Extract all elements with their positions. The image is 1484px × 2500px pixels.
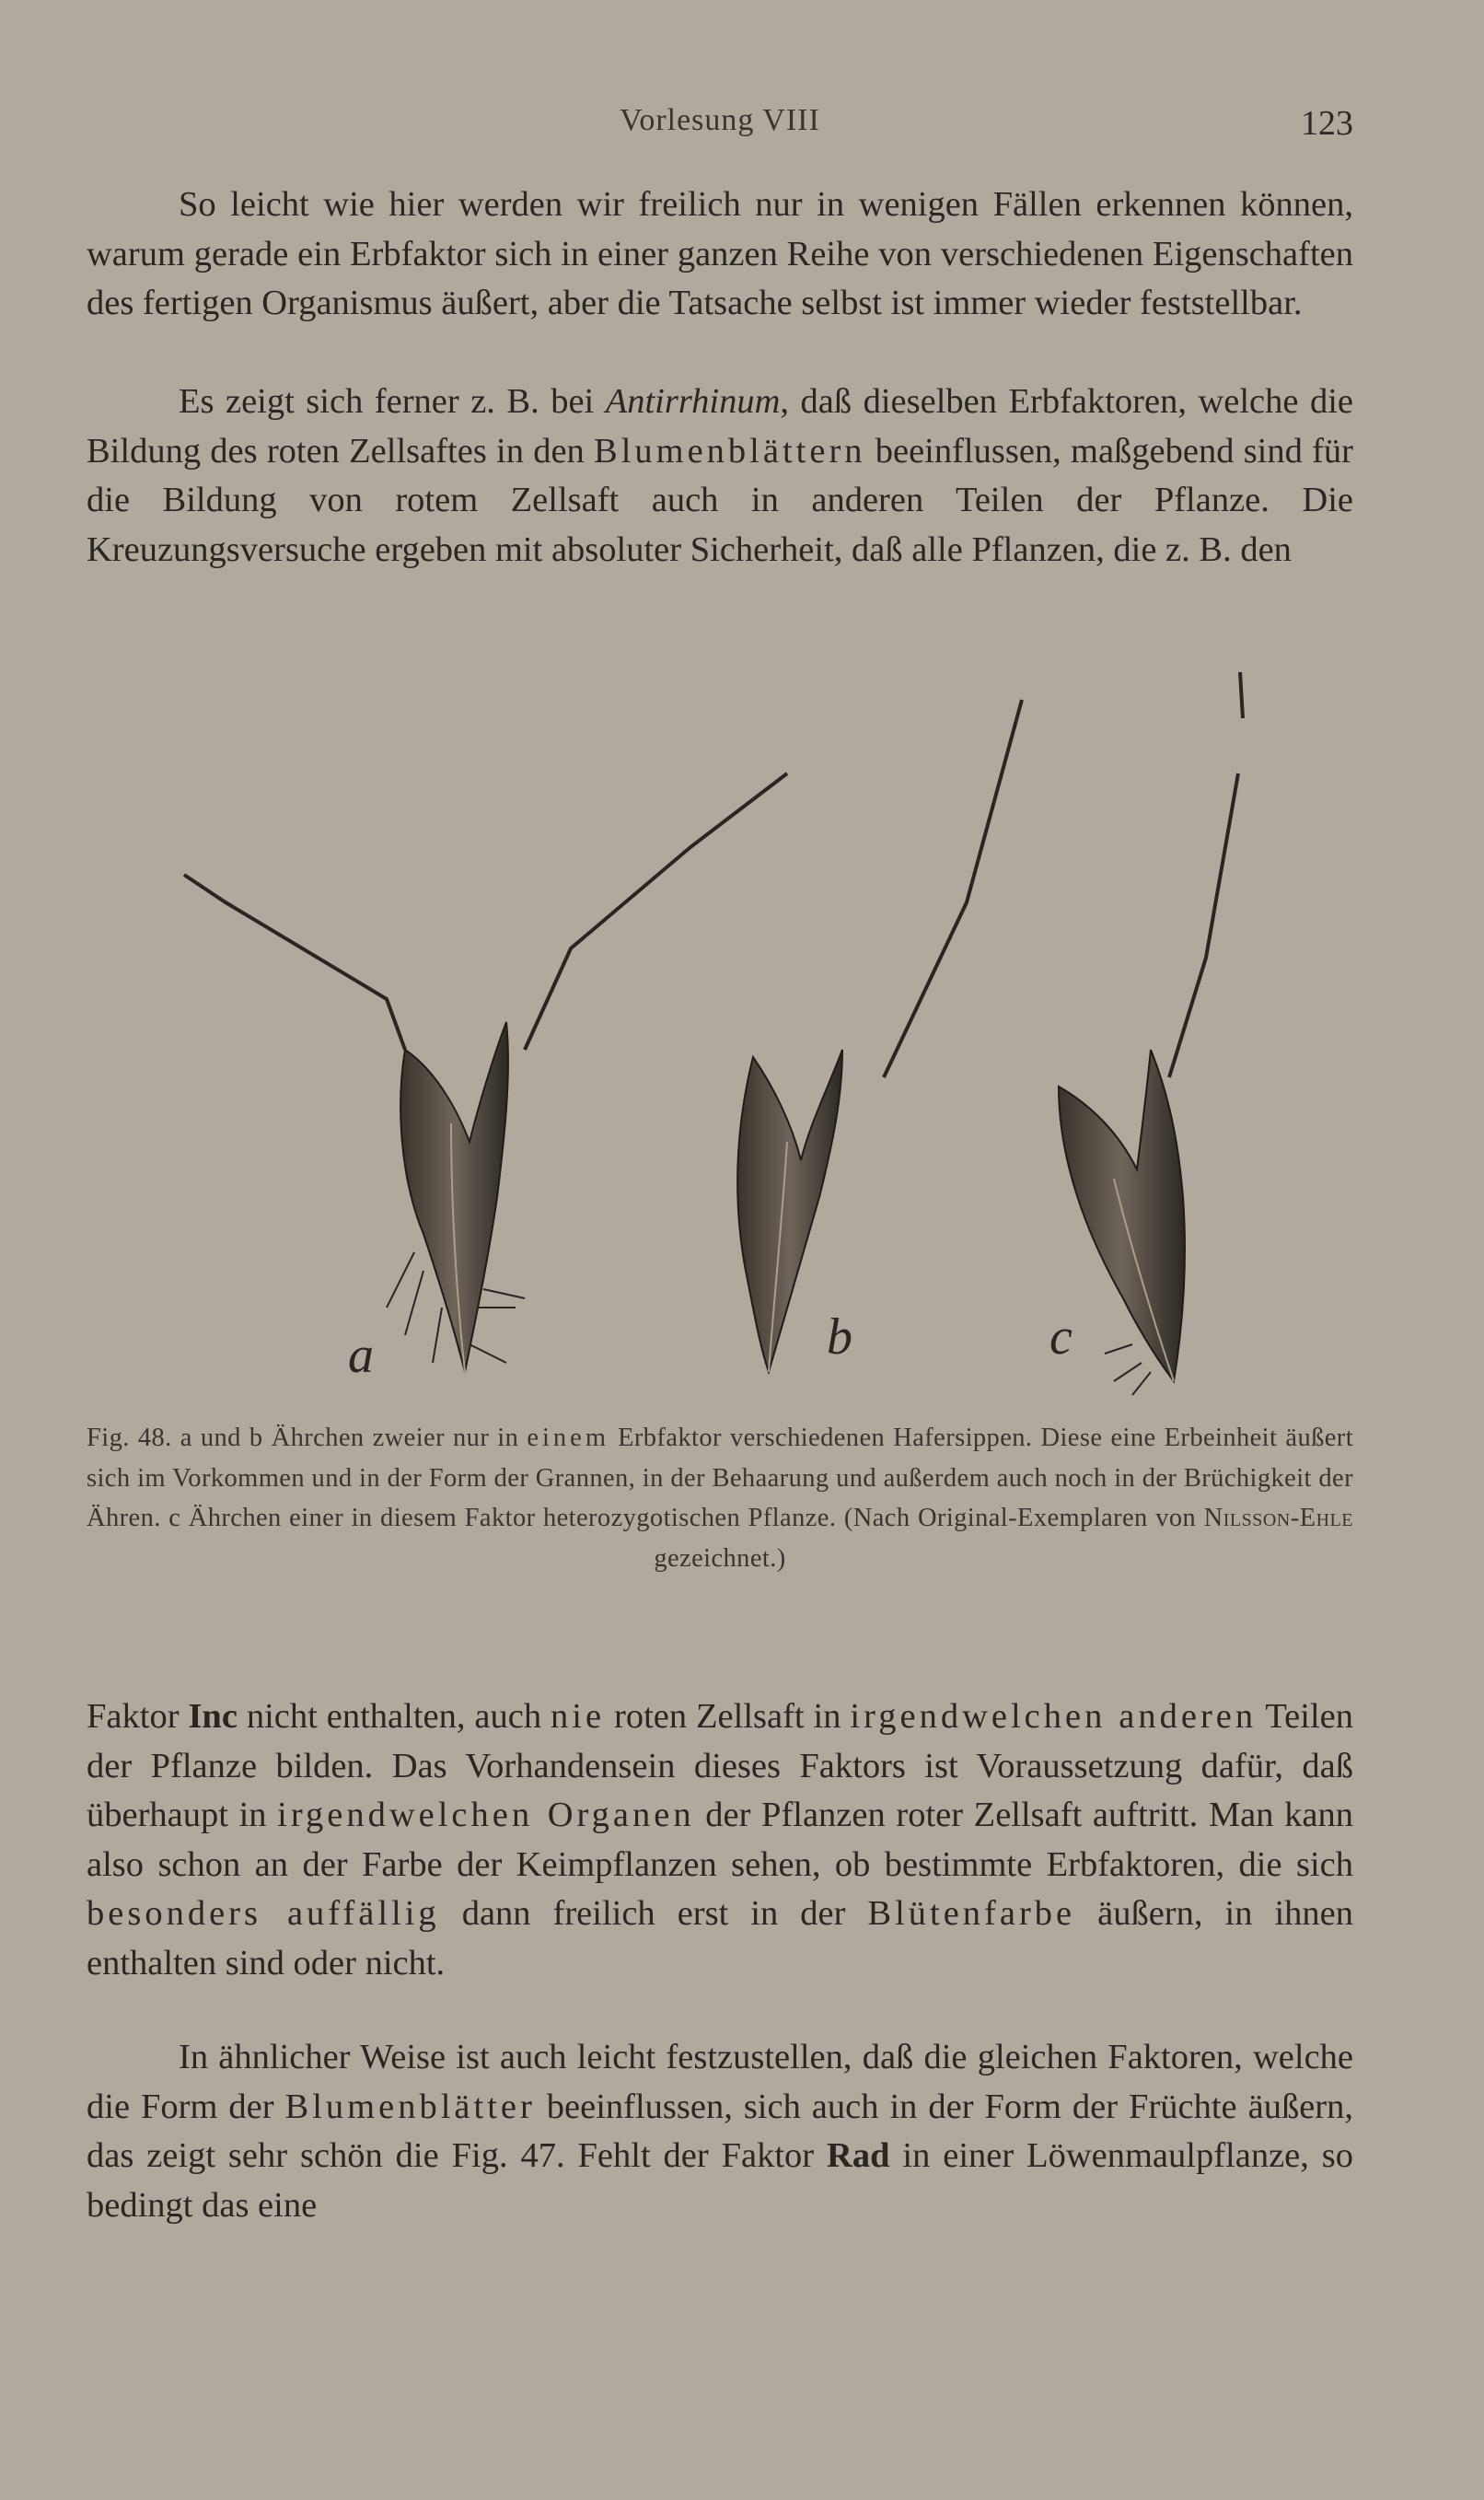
figure-48	[138, 663, 1362, 1400]
figure-label-a: a	[348, 1327, 374, 1384]
paragraph-4	[87, 2033, 1353, 2230]
spaced-bluetenfarbe: Blütenfarbe	[867, 1894, 1076, 1933]
term-inc: Inc	[188, 1697, 238, 1736]
paragraph-3-part7: äußern, in ihnen enthalten sind oder nicht.	[87, 1894, 1353, 1983]
paragraph-3-part1: Faktor	[87, 1697, 189, 1736]
running-head	[87, 103, 1353, 149]
oat-spikelets-illustration	[138, 663, 1362, 1400]
paragraph-2-part2: , daß dieselben Erbfaktoren, welche die Bildung des roten Zellsaftes in den	[87, 382, 1353, 471]
spikelet-b	[737, 700, 1022, 1372]
paragraph-3-part3: roten Zellsaft in	[605, 1697, 851, 1736]
paragraph-4-part2: beeinflussen, sich auch in der Form der Früchte äußern, das zeigt sehr schön die Fig. 47. Fehlt der Faktor	[87, 2087, 1353, 2175]
paragraph-3-part6: dann freilich erst in der	[439, 1894, 868, 1933]
spaced-irgendwelchen-organen: irgendwelchen Organen	[277, 1796, 695, 1834]
figure-caption	[87, 1418, 1353, 1578]
spaced-blumenblaetter: Blumenblätter	[284, 2087, 536, 2126]
term-antirrhinum: Antirrhinum	[605, 382, 781, 421]
spaced-blumenblaettern: Blumenblättern	[594, 431, 866, 471]
paragraph-2	[87, 378, 1353, 575]
term-rad: Rad	[827, 2136, 890, 2175]
paragraph-3-part2: nicht enthalten, auch	[237, 1697, 551, 1736]
paragraph-4-part3: in einer Löwenmaulpflanze, so bedingt das eine	[87, 2136, 1354, 2225]
caption-author: Nilsson-Ehle	[1203, 1504, 1353, 1532]
caption-spaced-einem: einem	[527, 1424, 609, 1452]
figure-label-b: b	[827, 1308, 852, 1366]
figure-label-c: c	[1049, 1308, 1072, 1366]
spaced-besonders-auffaellig: besonders auffällig	[87, 1894, 440, 1933]
spaced-irgendwelchen-anderen: irgendwelchen anderen	[850, 1697, 1258, 1736]
page-number: 123	[1301, 104, 1353, 143]
running-title: Vorlesung VIII	[620, 103, 820, 137]
paragraph-3-part4: Teilen der Pflanze bilden. Das Vorhandensein dieses Faktors ist Voraussetzung dafür, daß überhaupt in	[87, 1697, 1353, 1834]
figure-ref: Fig. 48.	[87, 1424, 172, 1452]
paragraph-3	[87, 1692, 1353, 1988]
spikelet-c	[1059, 672, 1243, 1395]
caption-part1: a und b Ährchen zweier nur in	[171, 1424, 528, 1452]
paragraph-2-part3: beeinflussen, maßgebend sind für die Bildung von rotem Zellsaft auch in anderen Teilen der Pflanze. Die Kreuzungsversuche ergeben mit absoluter Sicherheit, daß alle Pflanzen, die z. B. den	[87, 431, 1353, 569]
caption-part2: Erbfaktor verschiedenen Hafersippen. Diese eine Erbeinheit äußert sich im Vorkommen und in der Form der Grannen, in der Behaarung und außerdem auch noch in der Brüchigkeit der Ähren. c Ährchen einer in diesem Faktor heterozygotischen Pflanze. (Nach Original-Exemplaren von	[87, 1424, 1354, 1532]
spaced-nie: nie	[551, 1697, 606, 1736]
paragraph-4-part1: In ähnlicher Weise ist auch leicht festzustellen, daß die gleichen Faktoren, welche die Form der	[87, 2038, 1353, 2126]
caption-part3: gezeichnet.)	[654, 1543, 786, 1573]
spikelet-a	[184, 773, 787, 1372]
paragraph-2-part1: Es zeigt sich ferner z. B. bei	[179, 382, 606, 421]
paragraph-3-part5: der Pflanzen roter Zellsaft auftritt. Man kann also schon an der Farbe der Keimpflanzen sehen, ob bestimmte Erbfaktoren, die sich	[87, 1796, 1353, 1884]
paragraph-1	[87, 180, 1353, 329]
paragraph-1-text: So leicht wie hier werden wir freilich nur in wenigen Fällen erkennen können, warum gerade ein Erbfaktor sich in einer ganzen Reihe von verschiedenen Eigenschaften des fertigen Organismus äußert, aber die Tatsache selbst ist immer wieder feststellbar.	[87, 185, 1353, 322]
